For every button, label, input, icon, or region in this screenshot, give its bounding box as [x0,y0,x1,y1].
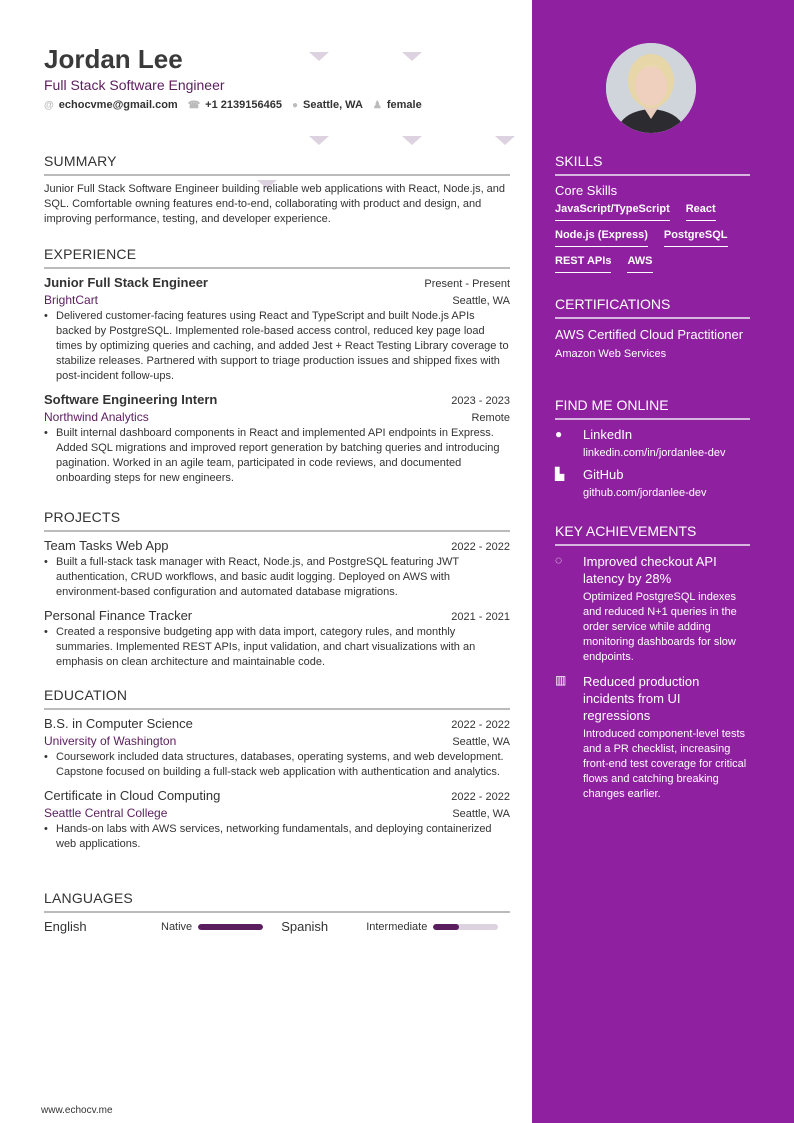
gender: female [386,99,422,111]
section-heading: KEY ACHIEVEMENTS [555,523,750,546]
building-icon: ▥ [555,673,567,687]
avatar [606,43,696,133]
languages-section [44,890,510,934]
cert-name: AWS Certified Cloud Practitioner [555,327,744,342]
summary-text: Junior Full Stack Software Engineer building reliable web applications with React, Node.js, and SQL. Comfortable owning features end-to-end, collaborating with product and design, and improving performance, testing, and developer experience. [44,183,506,225]
skills-section [555,153,750,273]
location: Remote [471,412,510,424]
phone[interactable]: +1 2139156465 [205,99,282,111]
person-icon: ♟ [372,100,382,111]
section-heading: PROJECTS [44,509,510,532]
projects-section [44,509,510,678]
project-item [44,608,510,670]
link-url[interactable]: linkedin.com/in/jordanlee-dev [583,447,726,459]
section-heading: SUMMARY [44,153,510,176]
contact-info [44,99,422,111]
language-name: Spanish [281,919,329,934]
candidate-name: Jordan Lee [44,44,183,74]
section-heading: EXPERIENCE [44,246,510,269]
dates: 2023 - 2023 [451,395,510,407]
skill-chip: JavaScript/TypeScript [555,203,670,221]
phone-icon: ☎ [187,100,201,111]
project-item [44,538,510,600]
bullet: • Built internal dashboard components in React and implemented API endpoints in Express. Added SQL migrations and improved report generation by batching queries and introducing pagination. Worked in an agile team, participated in code reviews, and documented onboarding steps for new engineers. [44,426,510,486]
bullet: • Created a responsive budgeting app with data import, category rules, and monthly summaries. Implemented REST APIs, input validation, and chart visualizations with an emphasis on clean architecture and maintainable code. [44,625,510,670]
decor-triangle [309,136,329,145]
education-item [44,716,510,780]
online-section [555,397,750,507]
experience-section [44,246,510,494]
cert-issuer: Amazon Web Services [555,348,667,360]
achievement-title: Improved checkout API latency by 28% [583,554,717,586]
link-url[interactable]: github.com/jordanlee-dev [583,487,707,499]
location-icon: ● [291,100,298,111]
education-item [44,788,510,852]
linkedin-link[interactable] [555,427,750,459]
skill-chip: REST APIs [555,255,611,273]
section-heading: EDUCATION [44,687,510,710]
language-bar-fill [198,924,263,930]
section-heading: LANGUAGES [44,890,510,913]
achievement-item [555,673,750,802]
target-icon: ◌ [555,553,563,567]
language-bar-fill [433,924,459,930]
school: University of Washington [44,734,177,748]
skill-chip: React [686,203,716,221]
location: Seattle, WA [452,295,510,307]
language-name: English [44,919,87,934]
school: Seattle Central College [44,806,168,820]
section-heading: FIND ME ONLINE [555,397,750,420]
decor-triangle [402,52,422,61]
achievement-text: Optimized PostgreSQL indexes and reduced N+1 queries in the order service while adding monitoring dashboards for slow endpoints. [583,591,737,663]
location: Seattle, WA [452,736,510,748]
experience-item [44,392,510,486]
bullet: • Built a full-stack task manager with React, Node.js, and PostgreSQL featuring JWT authentication, CRUD workflows, and basic audit logging. Deployed on AWS with environment-based configuration and automated database migrations. [44,555,510,600]
decor-triangle [309,52,329,61]
bullet: • Delivered customer-facing features using React and TypeScript and built Node.js APIs backed by PostgreSQL. Implemented role-based access control, reduced key page load times by optimizing queries and caching, and added Jest + React Testing Library coverage to stabilize releases. Partnered with support to triage production issues and shipped fixes with post-incident follow-ups. [44,309,510,384]
company: BrightCart [44,293,99,307]
chat-bubble-icon: ● [555,427,563,441]
decor-triangle [495,136,515,145]
language-level: Intermediate [366,920,428,933]
degree: Certificate in Cloud Computing [44,788,221,803]
skill-chip: AWS [627,255,652,273]
link-label: GitHub [583,467,624,482]
skill-chip: Node.js (Express) [555,229,648,247]
skill-group: Core Skills [555,183,618,198]
achievements-section [555,523,750,810]
bullet: • Hands-on labs with AWS services, networking fundamentals, and deploying containerized web applications. [44,822,510,852]
section-heading: CERTIFICATIONS [555,296,750,319]
skill-chip: PostgreSQL [664,229,728,247]
role: Junior Full Stack Engineer [44,275,208,290]
at-icon: @ [44,100,54,111]
project-name: Team Tasks Web App [44,538,169,553]
language-level: Native [161,920,193,933]
degree: B.S. in Computer Science [44,716,193,731]
dates: 2022 - 2022 [451,791,510,803]
summary-section [44,153,510,227]
achievement-text: Introduced component-level tests and a PR checklist, increasing front-end test coverage for critical flows and catching breaking changes earlier. [583,728,747,800]
github-link[interactable] [555,467,750,499]
section-heading: SKILLS [555,153,750,176]
location: Seattle, WA [452,808,510,820]
company: Northwind Analytics [44,410,149,424]
dates: 2022 - 2022 [451,541,510,553]
role: Software Engineering Intern [44,392,218,407]
sidebar [532,0,794,1123]
language-bar [198,924,263,930]
link-label: LinkedIn [583,427,633,442]
language-bar [433,924,498,930]
dates: Present - Present [424,278,510,290]
footer-url[interactable]: www.echocv.me [41,1105,113,1116]
project-name: Personal Finance Tracker [44,608,193,623]
experience-item [44,275,510,384]
location: Seattle, WA [303,99,363,111]
certifications-section [555,296,750,360]
dates: 2021 - 2021 [451,611,510,623]
job-title: Full Stack Software Engineer [44,77,225,93]
decor-triangle [402,136,422,145]
achievement-item [555,553,750,665]
education-section [44,687,510,860]
email[interactable]: echocvme@gmail.com [58,99,178,111]
bullet: • Coursework included data structures, databases, operating systems, and web development. Capstone focused on building a full-stack web application with authentication and analytics. [44,750,510,780]
achievement-title: Reduced production incidents from UI regressions [583,674,700,723]
file-icon: ▙ [555,467,565,481]
dates: 2022 - 2022 [451,719,510,731]
